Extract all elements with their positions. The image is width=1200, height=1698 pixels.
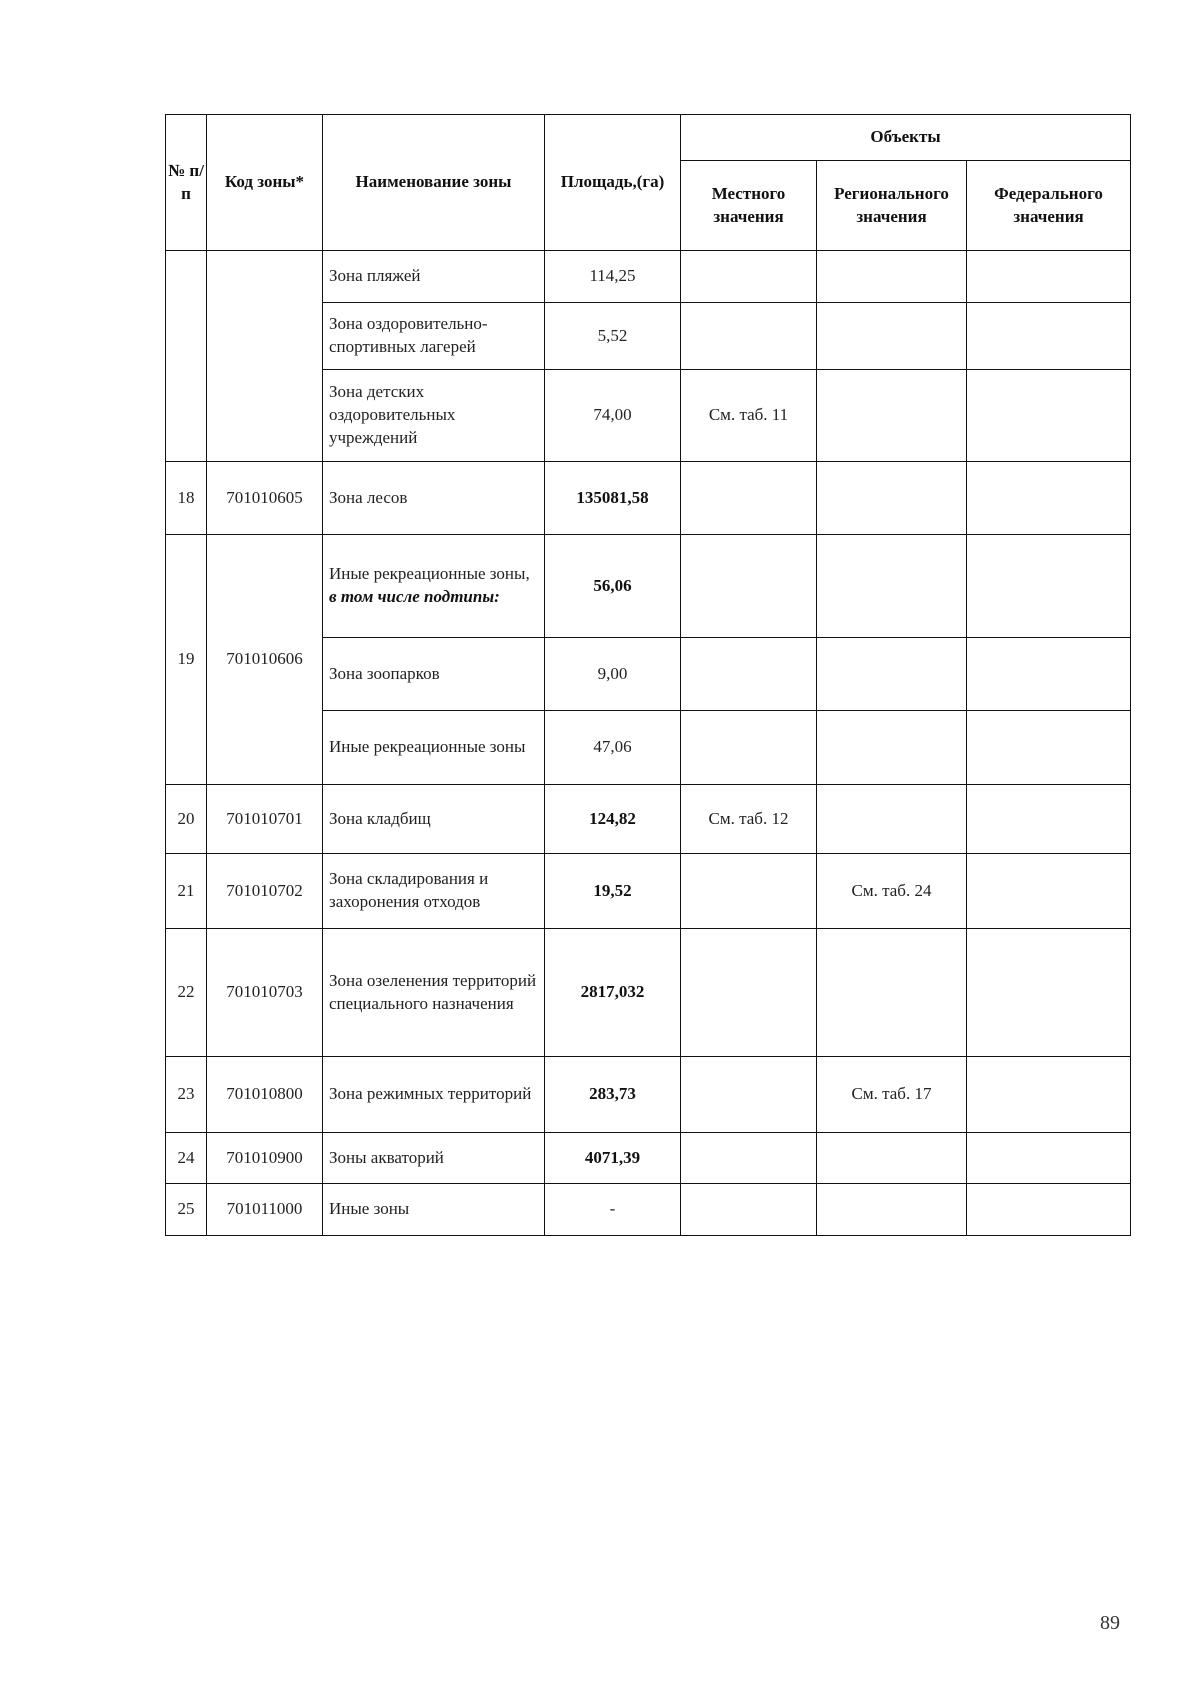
federal-cell — [967, 638, 1131, 711]
num-cell: 20 — [166, 785, 207, 854]
federal-cell — [967, 462, 1131, 535]
header-objects: Объекты — [681, 115, 1131, 161]
federal-cell — [967, 370, 1131, 462]
zone-name-cell: Зона кладбищ — [323, 785, 545, 854]
table-row — [166, 535, 1131, 638]
zone-name-cell: Зона складирования и захоронения отходов — [323, 854, 545, 929]
code-cell: 701010800 — [207, 1057, 323, 1133]
num-cell: 22 — [166, 929, 207, 1057]
num-cell: 21 — [166, 854, 207, 929]
table-header-row — [166, 115, 1131, 161]
area-cell: 56,06 — [545, 535, 681, 638]
num-cell: 19 — [166, 535, 207, 785]
local-cell — [681, 854, 817, 929]
zone-name-cell: Зона пляжей — [323, 251, 545, 303]
num-cell: 24 — [166, 1133, 207, 1184]
subtypes-label: в том числе подтипы: — [329, 587, 500, 606]
zone-name-cell — [323, 535, 545, 638]
regional-cell — [817, 535, 967, 638]
num-cell: 18 — [166, 462, 207, 535]
local-cell: См. таб. 12 — [681, 785, 817, 854]
code-cell: 701010605 — [207, 462, 323, 535]
local-cell — [681, 535, 817, 638]
header-area: Площадь,(га) — [545, 115, 681, 251]
local-cell — [681, 1184, 817, 1236]
area-cell: 9,00 — [545, 638, 681, 711]
area-cell: 47,06 — [545, 711, 681, 785]
header-local: Местного значения — [681, 161, 817, 251]
zone-name-cell: Зона режимных территорий — [323, 1057, 545, 1133]
local-cell — [681, 462, 817, 535]
code-cell: 701010900 — [207, 1133, 323, 1184]
local-cell — [681, 251, 817, 303]
regional-cell — [817, 638, 967, 711]
table-row — [166, 1184, 1131, 1236]
num-cell: 25 — [166, 1184, 207, 1236]
federal-cell — [967, 711, 1131, 785]
zone-name-text: Иные рекреационные зоны, — [329, 564, 530, 584]
code-cell: 701010606 — [207, 535, 323, 785]
regional-cell — [817, 1184, 967, 1236]
table-row — [166, 1057, 1131, 1133]
table-row — [166, 854, 1131, 929]
area-cell: 5,52 — [545, 303, 681, 370]
code-cell: 701010703 — [207, 929, 323, 1057]
table-row — [166, 251, 1131, 303]
area-cell: 124,82 — [545, 785, 681, 854]
table-row — [166, 929, 1131, 1057]
local-cell — [681, 303, 817, 370]
header-federal: Федерального значения — [967, 161, 1131, 251]
local-cell: См. таб. 11 — [681, 370, 817, 462]
local-cell — [681, 1057, 817, 1133]
federal-cell — [967, 929, 1131, 1057]
local-cell — [681, 929, 817, 1057]
header-num: № п/п — [166, 115, 207, 251]
area-cell: 4071,39 — [545, 1133, 681, 1184]
area-cell: 19,52 — [545, 854, 681, 929]
header-name: Наименование зоны — [323, 115, 545, 251]
zone-name-cell: Зона озеленения территорий специального назначения — [323, 929, 545, 1057]
federal-cell — [967, 303, 1131, 370]
area-cell: 283,73 — [545, 1057, 681, 1133]
zone-name-cell: Зона оздоровительно-спортивных лагерей — [323, 303, 545, 370]
regional-cell: См. таб. 24 — [817, 854, 967, 929]
federal-cell — [967, 535, 1131, 638]
zone-name-cell: Зоны акваторий — [323, 1133, 545, 1184]
federal-cell — [967, 1057, 1131, 1133]
local-cell — [681, 1133, 817, 1184]
local-cell — [681, 638, 817, 711]
table-row — [166, 1133, 1131, 1184]
area-cell: 114,25 — [545, 251, 681, 303]
area-cell: 2817,032 — [545, 929, 681, 1057]
regional-cell — [817, 929, 967, 1057]
table-row — [166, 462, 1131, 535]
area-cell: 135081,58 — [545, 462, 681, 535]
regional-cell — [817, 251, 967, 303]
page-number: 89 — [1100, 1612, 1120, 1634]
regional-cell — [817, 711, 967, 785]
code-cell: 701011000 — [207, 1184, 323, 1236]
zones-table — [165, 114, 1131, 1236]
zone-name-cell: Зона лесов — [323, 462, 545, 535]
area-cell: - — [545, 1184, 681, 1236]
federal-cell — [967, 1184, 1131, 1236]
num-cell — [166, 251, 207, 462]
zone-name-cell: Иные зоны — [323, 1184, 545, 1236]
code-cell: 701010701 — [207, 785, 323, 854]
header-regional: Регионального значения — [817, 161, 967, 251]
regional-cell — [817, 1133, 967, 1184]
zone-name-cell: Зона детских оздоровительных учреждений — [323, 370, 545, 462]
code-cell — [207, 251, 323, 462]
num-cell: 23 — [166, 1057, 207, 1133]
regional-cell: См. таб. 17 — [817, 1057, 967, 1133]
area-cell: 74,00 — [545, 370, 681, 462]
zone-name-cell: Иные рекреационные зоны — [323, 711, 545, 785]
local-cell — [681, 711, 817, 785]
regional-cell — [817, 462, 967, 535]
regional-cell — [817, 370, 967, 462]
table-row — [166, 785, 1131, 854]
federal-cell — [967, 854, 1131, 929]
federal-cell — [967, 251, 1131, 303]
header-code: Код зоны* — [207, 115, 323, 251]
regional-cell — [817, 785, 967, 854]
federal-cell — [967, 785, 1131, 854]
code-cell: 701010702 — [207, 854, 323, 929]
federal-cell — [967, 1133, 1131, 1184]
regional-cell — [817, 303, 967, 370]
zone-name-cell: Зона зоопарков — [323, 638, 545, 711]
